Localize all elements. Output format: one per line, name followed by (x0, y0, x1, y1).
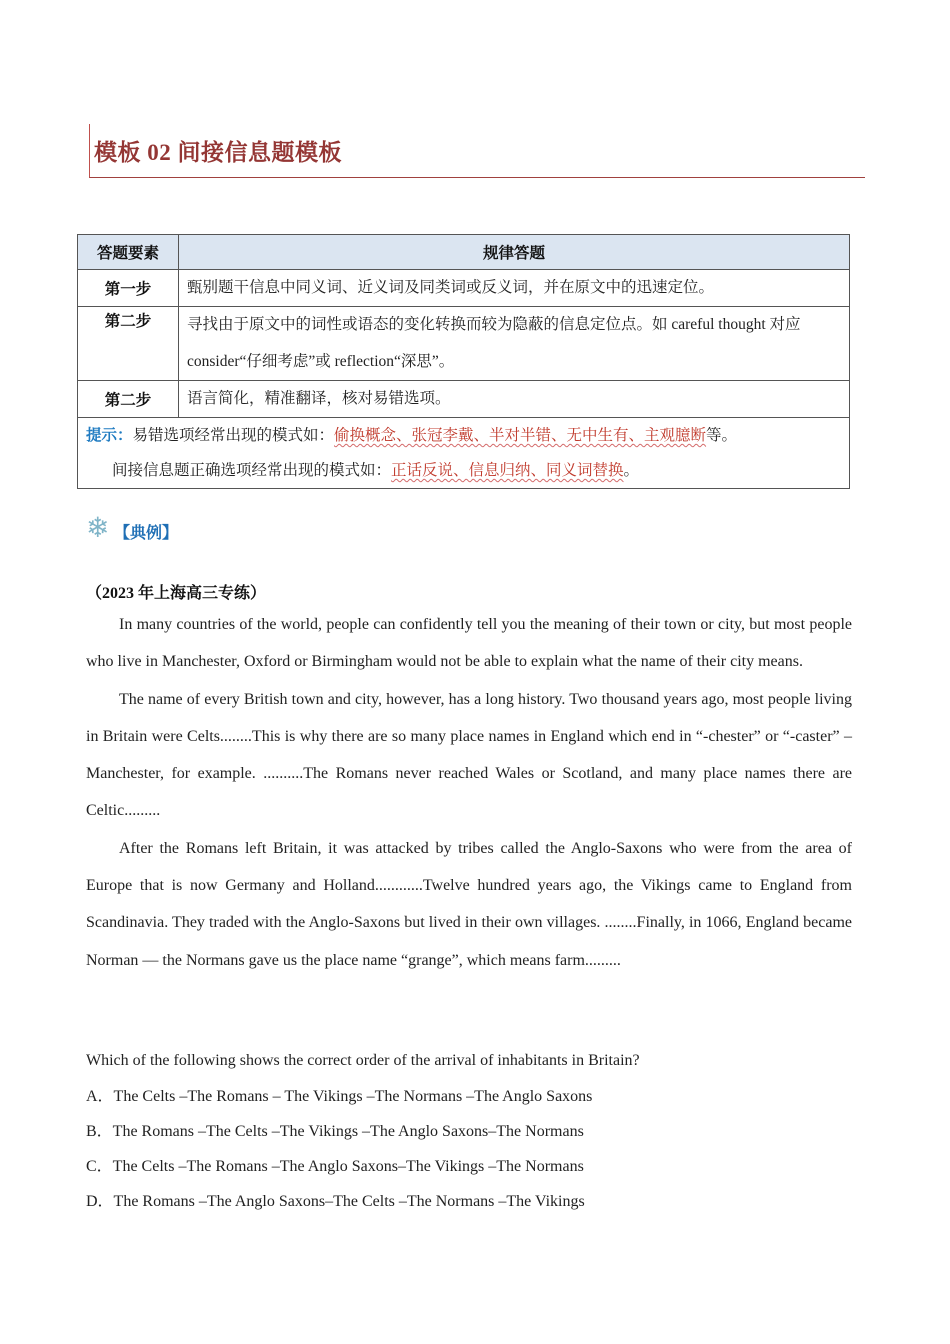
tip-line2-suffix: 。 (623, 462, 640, 479)
passage-paragraph: In many countries of the world, people can confidently tell you the meaning of their town or city, but most people who live in Manchester, Oxford or Birmingham would not be able to explain what the name of their city means. (86, 616, 852, 671)
table-row (78, 307, 850, 381)
step-content: 寻找由于原文中的词性或语态的变化转换而较为隐蔽的信息定位点。如 careful thought 对应 consider“仔细考虑”或 reflection“深思”。 (179, 307, 850, 381)
tip-line2-prefix: 间接信息题正确选项经常出现的模式如： (112, 462, 392, 479)
tip-label: 提示： (86, 427, 133, 444)
question-block (86, 1043, 852, 1219)
table-row (78, 270, 850, 307)
rules-table (77, 234, 850, 489)
page-title: 模板 02 间接信息题模板 (94, 140, 342, 165)
option-c: C．The Celts –The Romans –The Anglo Saxons–The Vikings –The Normans (86, 1158, 584, 1175)
example-label: 【典例】 (114, 523, 179, 542)
question-text: Which of the following shows the correct order of the arrival of inhabitants in Britain? (86, 1052, 640, 1069)
tip-line2-highlight: 正话反说、信息归纳、同义词替换 (391, 462, 624, 479)
tip-row (78, 418, 850, 489)
passage-paragraph: The name of every British town and city, however, has a long history. Two thousand years ago, most people living in Britain were Celts........This is why there are so many place names in England which end in “-chester” or “-caster” –Manchester, for example. ..........The Romans never reached Wales or Scotland, and many place names there are Celtic......... (86, 690, 852, 820)
step-label: 第二步 (78, 381, 179, 418)
tip-line1-suffix: 等。 (706, 427, 738, 444)
reading-passage (86, 606, 852, 979)
passage-paragraph: After the Romans left Britain, it was attacked by tribes called the Anglo-Saxons who were from the area of Europe that is now Germany and Holland............Twelve hundred years ago, the Vikings came to England from Scandinavia. They traded with the Anglo-Saxons but lived in their own villages. ........Finally, in 1066, England became Norman — the Normans gave us the place name “grange”, which means farm......... (86, 839, 852, 969)
tip-line1-highlight: 偷换概念、张冠李戴、半对半错、无中生有、主观臆断 (334, 427, 707, 444)
table-header-row (78, 235, 850, 270)
table-header-element: 答题要素 (78, 235, 179, 270)
option-b: B．The Romans –The Celts –The Vikings –The Anglo Saxons–The Normans (86, 1123, 584, 1140)
tip-line-1 (86, 418, 841, 453)
step-content: 甄别题干信息中同义词、近义词及同类词或反义词，并在原文中的迅速定位。 (179, 270, 850, 307)
example-source: （2023 年上海高三专练） (86, 585, 267, 602)
option-d: D．The Romans –The Anglo Saxons–The Celts –The Normans –The Vikings (86, 1193, 585, 1210)
option-a: A．The Celts –The Romans – The Vikings –The Normans –The Anglo Saxons (86, 1088, 593, 1105)
step-content: 语言简化，精准翻译，核对易错选项。 (179, 381, 850, 418)
table-header-rules: 规律答题 (179, 235, 850, 270)
tip-line-2 (86, 453, 841, 488)
section-title-block (89, 124, 865, 178)
tip-line1-prefix: 易错选项经常出现的模式如： (132, 427, 335, 444)
step-label: 第二步 (78, 307, 179, 381)
step-label: 第一步 (78, 270, 179, 307)
snowflake-icon: ❄ (86, 513, 110, 544)
tip-cell (78, 418, 850, 489)
table-row (78, 381, 850, 418)
example-heading (86, 515, 178, 543)
